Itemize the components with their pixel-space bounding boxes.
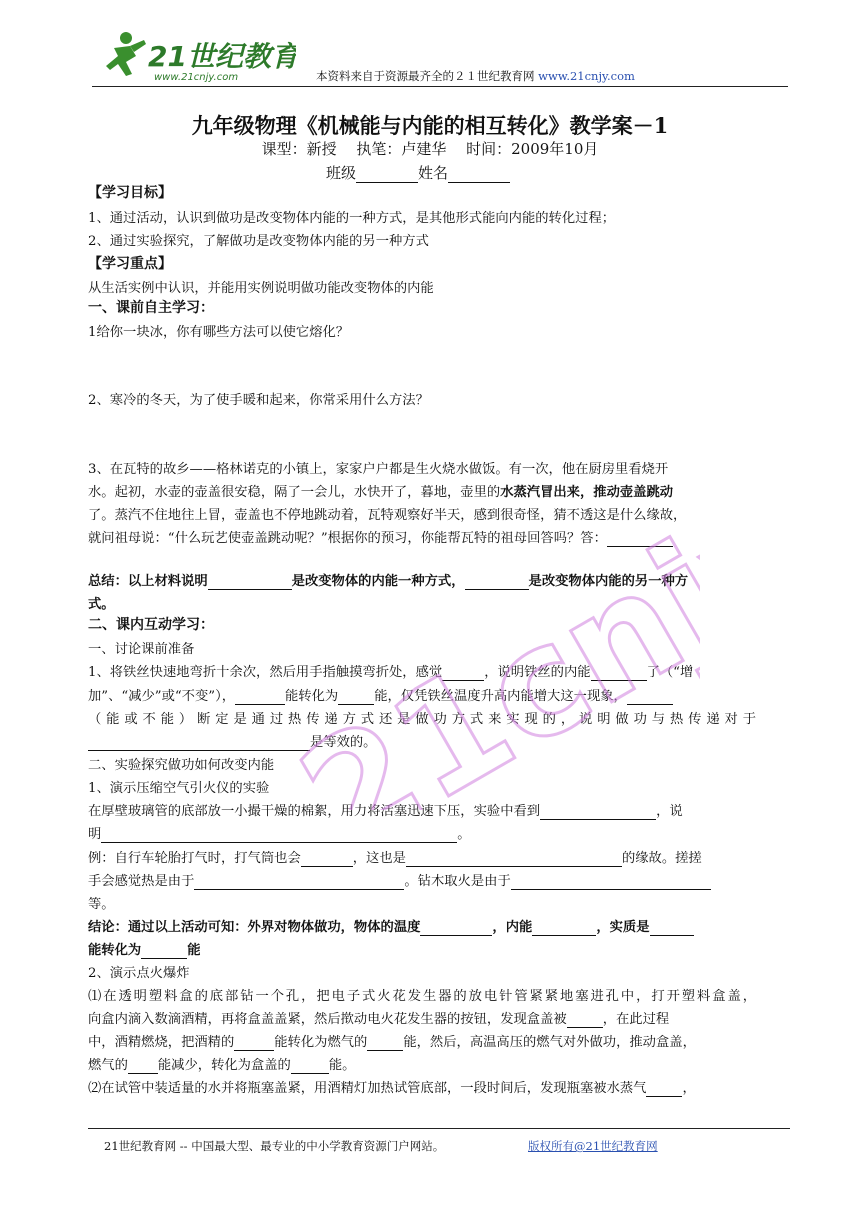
answer-blank[interactable] [607,532,673,547]
objective-1: 1、通过活动，认识到做功是改变物体内能的一种方式，是其他形式能向内能的转化过程； [88,211,616,226]
footer-copyright-link[interactable]: 版权所有@21世纪教育网 [528,1139,658,1153]
name-blank[interactable] [448,167,510,183]
subsection-1: 一、讨论课前准备 [88,642,195,657]
summary-blank-1[interactable] [208,575,292,590]
exp1-line-5: 等。 [88,897,115,912]
conclusion-blank-2[interactable] [532,921,596,936]
p1-line-3: （能或不能）断定是通过热传递方式还是做功方式来实现的，说明做功与热传递对于 [88,712,756,727]
question-2: 2、寒冷的冬天，为了使手暖和起来，你常采用什么方法？ [88,393,429,408]
exp2-line-3: 中，酒精燃烧，把酒精的 能转化为燃气的 能，然后，高温高压的燃气对外做功，推动盒盖， [88,1035,696,1050]
section1-heading: 一、课前自主学习： [88,300,214,316]
p1-line-2: 加”、“减少”或“不变”）， 能转化为 能，仅凭铁丝温度升高内能增大这一现象， [88,688,756,705]
p1-blank-5[interactable] [627,690,673,705]
exp1-line-1: 在厚壁玻璃管的底部放一小撮干燥的棉絮，用力将活塞迅速下压，实验中看到 ，说 [88,804,683,819]
site-logo [96,26,296,84]
svg-text:21世纪教育: 21世纪教育 [148,40,296,73]
objective-2: 2、通过实验探究，了解做功是改变物体内能的另一种方式 [88,234,429,249]
summary-line-1: 总结：以上材料说明 是改变物体的内能一种方式， 是改变物体内能的另一种方 [88,574,689,589]
p1-blank-1[interactable] [442,666,484,681]
exp2-blank-6[interactable] [646,1082,682,1097]
p1-blank-2[interactable] [591,666,647,681]
focus-heading: 【学习重点】 [88,256,172,272]
svg-text:www.21cnjy.com: www.21cnjy.com [154,72,239,83]
conclusion-line-1: 结论：通过以上活动可知：外界对物体做功，物体的温度 ，内能 ，实质是 [88,919,756,936]
footer-divider [88,1128,790,1129]
question-3-line-3: 了。蒸汽不住地往上冒，壶盖也不停地跳动着，瓦特观察好半天，感到很奇怪，猜不透这是什么缘故， [88,508,687,523]
exp1-blank-5[interactable] [194,875,404,890]
question-3-line-1: 3、在瓦特的故乡——格林诺克的小镇上，家家户户都是生火烧水做饭。有一次，他在厨房里看烧开 [88,462,669,477]
subsection-2: 二、实验探究做功如何改变内能 [88,758,275,773]
conclusion-blank-1[interactable] [420,921,492,936]
class-name-line: 班级 姓名 [326,162,510,183]
exp2-blank-2[interactable] [234,1036,274,1051]
exp2-blank-4[interactable] [128,1059,158,1074]
exp1-heading: 1、演示压缩空气引火仪的实验 [88,781,270,796]
conclusion-blank-4[interactable] [141,944,187,959]
exp1-line-3: 例：自行车轮胎打气时，打气筒也会 ，这也是 的缘故。搓搓 [88,851,702,866]
exp2-blank-3[interactable] [367,1036,403,1051]
lesson-meta: 课型：新授 执笔：卢建华 时间：2009年10月 [261,140,599,158]
question-3-line-2: 水。起初，水壶的壶盖很安稳，隔了一会儿，水快开了，暮地，壶里的水蒸汽冒出来，推动壶盖跳动 [88,485,674,500]
header-link[interactable]: www.21cnjy.com [538,69,635,83]
class-blank[interactable] [356,167,418,183]
svg-text:21cnjy: 21cnjy [273,480,700,810]
question-1: 1给你一块冰，你有哪些方法可以使它熔化？ [88,325,350,340]
p1-blank-4[interactable] [338,690,374,705]
p1-blank-3[interactable] [235,690,285,705]
conclusion-line-2: 能转化为 能 [88,943,201,958]
header-divider [92,86,788,87]
exp2-line-5: ⑵在试管中装适量的水并将瓶塞盖紧，用酒精灯加热试管底部，一段时间后，发现瓶塞被水蒸气 ， [88,1081,696,1096]
question-3-line-4: 就问祖母说：“什么玩艺使壶盖跳动呢？”根据你的预习，你能帮瓦特的祖母回答吗？答： [88,530,756,547]
exp2-heading: 2、演示点火爆炸 [88,966,190,981]
section2-heading: 二、课内互动学习： [88,617,214,633]
p1-line-4: 是等效的。 [88,734,756,751]
exp2-line-4: 燃气的 能减少，转化为盒盖的 能。 [88,1058,356,1073]
conclusion-blank-3[interactable] [650,921,694,936]
exp1-blank-4[interactable] [406,852,622,867]
exp1-line-2: 明 。 [88,827,471,842]
header-note: 本资料来自于资源最齐全的２１世纪教育网 www.21cnjy.com [316,69,635,83]
footer-text: 21世纪教育网 -- 中国最大型、最专业的中小学教育资源门户网站。 [104,1139,445,1153]
exp1-blank-2[interactable] [101,828,457,843]
exp2-line-2: 向盒内滴入数滴酒精，再将盒盖盖紧，然后揿动电火花发生器的按钮，发现盒盖被 ，在此过程 [88,1012,670,1027]
summary-line-2: 式。 [88,597,115,612]
exp2-line-1: ⑴在透明塑料盒的底部钻一个孔，把电子式火花发生器的放电针管紧紧地塞进孔中，打开塑料盒盖， [88,989,756,1004]
summary-blank-2[interactable] [465,575,529,590]
focus-text: 从生活实例中认识，并能用实例说明做功能改变物体的内能 [88,281,434,296]
exp1-blank-3[interactable] [301,852,353,867]
exp1-line-4: 手会感觉热是由于 。钻木取火是由于 [88,873,756,890]
exp1-blank-1[interactable] [540,805,656,820]
p1-blank-6[interactable] [88,736,310,751]
p1-line-1: 1、将铁丝快速地弯折十余次，然后用手指触摸弯折处，感觉 ，说明铁丝的内能 了（“增 [88,665,694,680]
exp2-blank-5[interactable] [291,1059,329,1074]
exp1-blank-6[interactable] [511,875,711,890]
objectives-heading: 【学习目标】 [88,185,172,201]
exp2-blank-1[interactable] [567,1013,603,1028]
page-title: 九年级物理《机械能与内能的相互转化》教学案－1 [191,113,669,138]
